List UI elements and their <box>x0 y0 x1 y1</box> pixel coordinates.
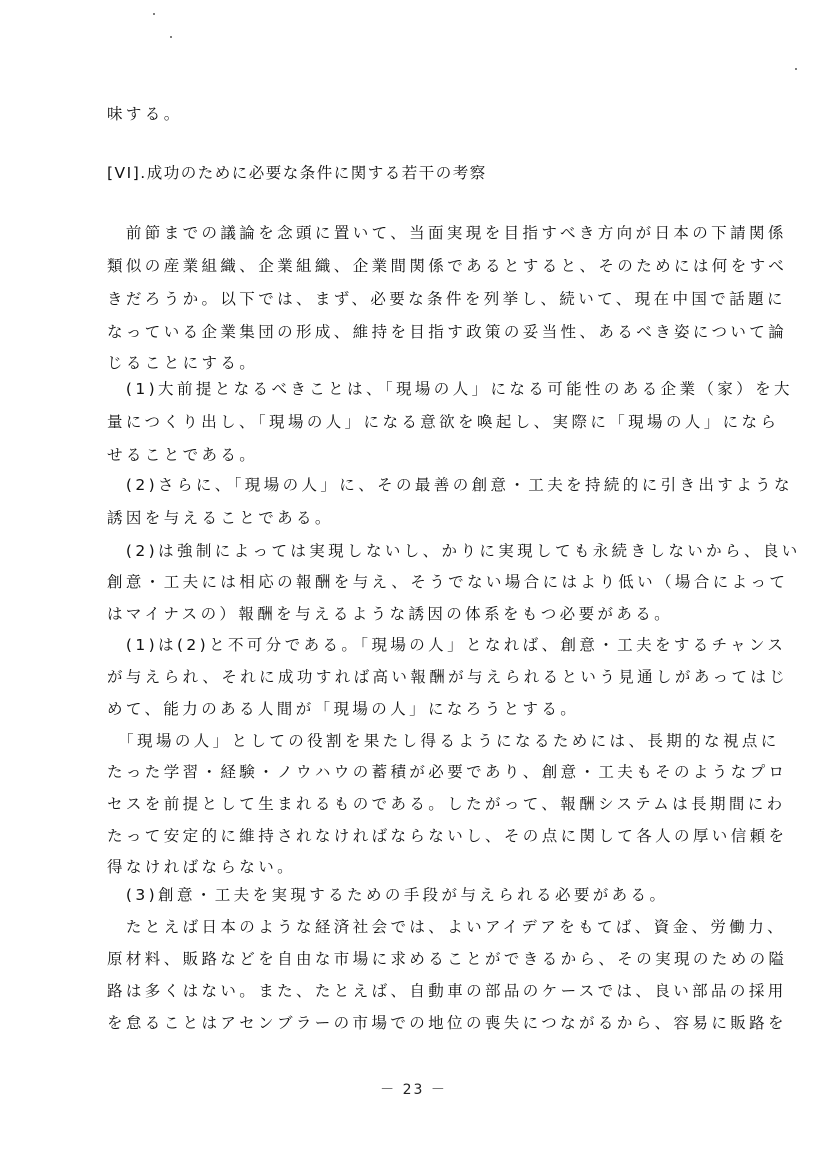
text-line: めて、能力のある人間が「現場の人」になろうとする。 <box>107 700 580 718</box>
text-line: 前節までの議論を念頭に置いて、当面実現を目指すべき方向が日本の下請関係 <box>107 224 787 242</box>
text-line: が与えられ、それに成功すれば高い報酬が与えられるという見通しがあってはじ <box>107 668 789 686</box>
text-line: 路は多くはない。また、たとえば、自動車の部品のケースでは、良い部品の採用 <box>107 982 787 1000</box>
scan-speck <box>153 13 155 15</box>
text-line: 創意・工夫には相応の報酬を与え、そうでない場合にはより低い（場合によって <box>107 573 789 591</box>
text-line: たった学習・経験・ノウハウの蓄積が必要であり、創意・工夫もそのようなプロ <box>107 763 788 781</box>
text-line: 誘因を与えることである。 <box>107 509 334 527</box>
text-line: はマイナスの）報酬を与えるような誘因の体系をもつ必要がある。 <box>107 605 674 623</box>
text-line: (1)大前提となるべきことは、「現場の人」になる可能性のある企業（家）を大 <box>107 380 793 398</box>
text-line: 量につくり出し、「現場の人」になる意欲を喚起し、実際に「現場の人」になら <box>107 413 780 431</box>
text-line: なっている企業集団の形成、維持を目指す政策の妥当性、あるべき姿について論 <box>107 323 788 341</box>
text-line: 味する。 <box>107 105 183 123</box>
text-line: (2)は強制によっては実現しないし、かりに実現しても永続きしないから、良い <box>107 542 801 560</box>
text-line: 得なければならない。 <box>107 858 297 876</box>
scan-speck <box>170 36 172 38</box>
text-line: たとえば日本のような経済社会では、よいアイデアをもてば、資金、労働力、 <box>107 918 787 936</box>
text-line: じることにする。 <box>107 354 259 372</box>
text-line: (1)は(2)と不可分である。「現場の人」となれば、創意・工夫をするチャンス <box>107 636 787 654</box>
text-line: (3)創意・工夫を実現するための手段が与えられる必要がある。 <box>107 886 669 904</box>
text-line: セスを前提として生まれるものである。したがって、報酬システムは長期間にわ <box>107 795 786 813</box>
text-line: たって安定的に維持されなければならないし、その点に関して各人の厚い信頼を <box>107 827 788 845</box>
text-line: せることである。 <box>107 446 259 464</box>
text-line: 「現場の人」としての役割を果たし得るようになるためには、長期的な視点に <box>107 732 780 750</box>
scan-speck <box>795 68 797 70</box>
text-line: を怠ることはアセンブラーの市場での地位の喪失につながるから、容易に販路を <box>107 1014 787 1032</box>
section-heading: [VI].成功のために必要な条件に関する若干の考察 <box>107 164 487 182</box>
text-line: (2)さらに、「現場の人」に、その最善の創意・工夫を持続的に引き出すような <box>107 476 793 494</box>
page-number: － 23 － <box>380 1082 447 1098</box>
text-line: きだろうか。以下では、まず、必要な条件を列挙し、続いて、現在中国で話題に <box>107 290 786 308</box>
text-line: 類似の産業組織、企業組織、企業間関係であるとすると、そのためには何をすべ <box>107 257 788 275</box>
text-line: 原材料、販路などを自由な市場に求めることができるから、その実現のための隘 <box>107 950 788 968</box>
